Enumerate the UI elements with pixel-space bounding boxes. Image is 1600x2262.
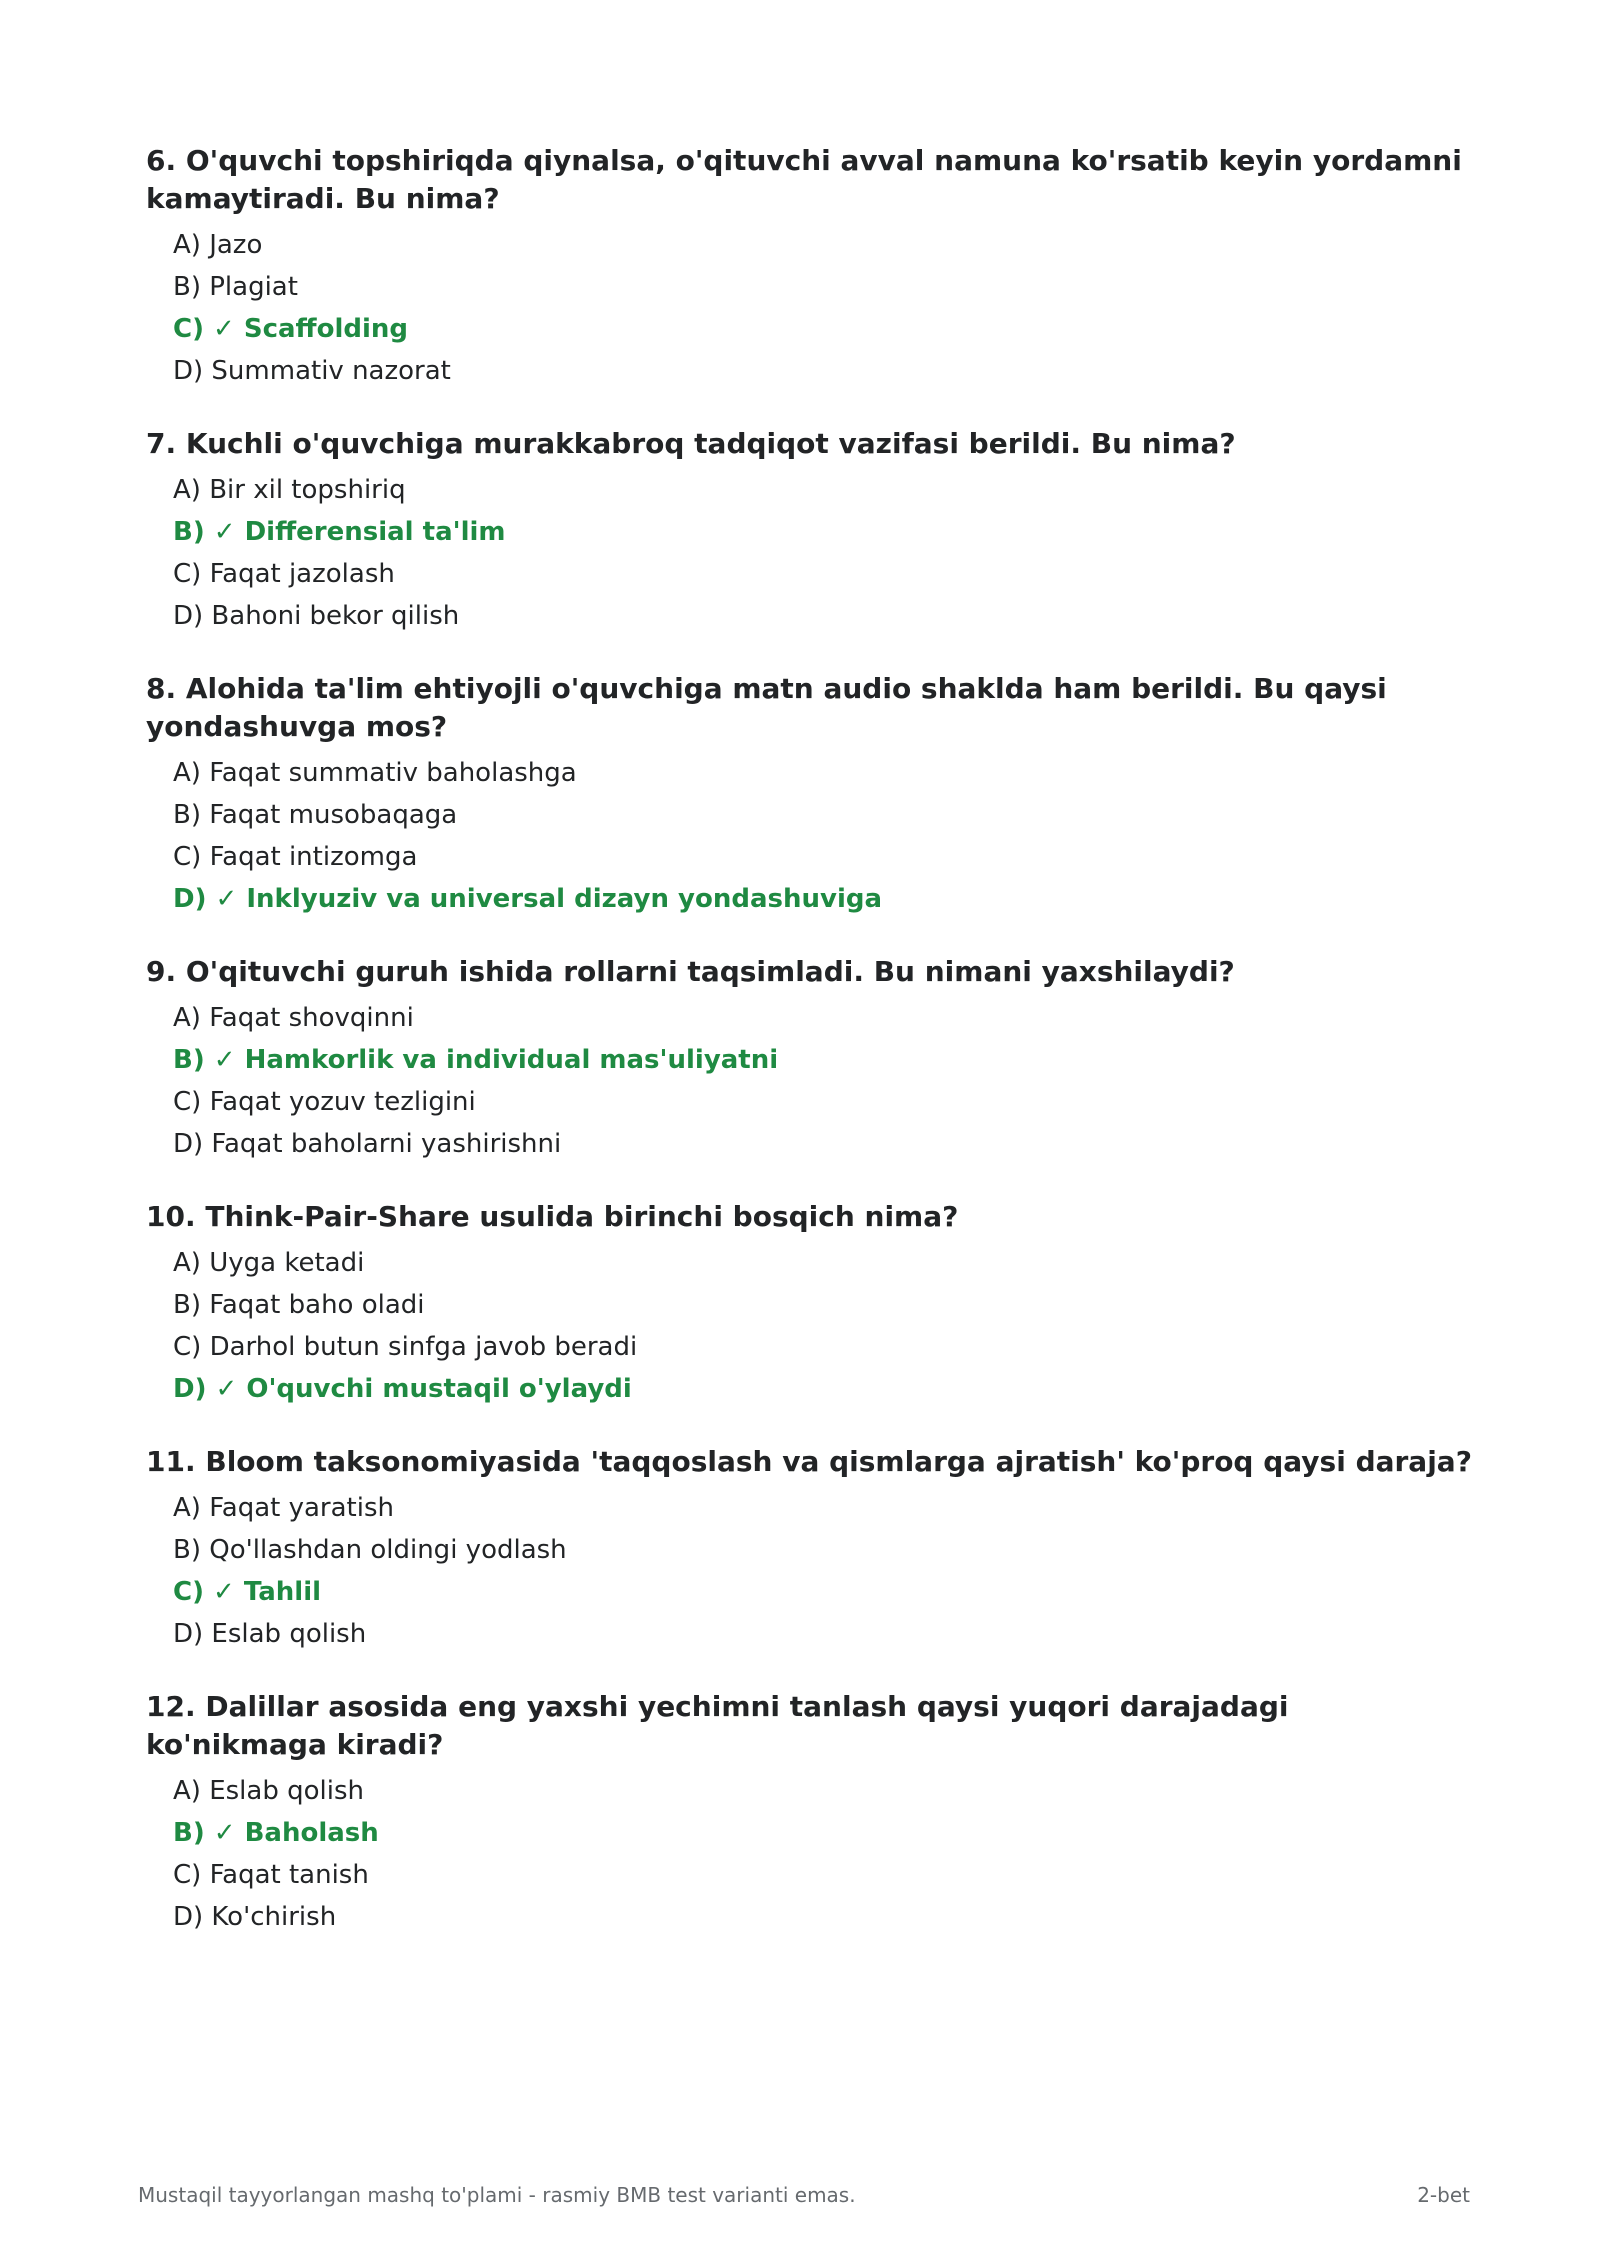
option-c-correct: C) ✓ Tahlil: [173, 1577, 322, 1607]
option-d: D) Eslab qolish: [173, 1619, 367, 1649]
option-b: B) Qo'llashdan oldingi yodlash: [173, 1535, 567, 1565]
question-text: 11. Bloom taksonomiyasida 'taqqoslash va qismlarga ajratish' ko'proq qaysi daraja?: [146, 1445, 1472, 1478]
option-d: D) Faqat baholarni yashirishni: [173, 1129, 562, 1159]
option-c: C) Faqat yozuv tezligini: [173, 1087, 476, 1117]
question-text: 8. Alohida ta'lim ehtiyojli o'quvchiga matn audio shaklda ham berildi. Bu qaysi yondashuvga mos?: [146, 672, 1387, 743]
option-b-correct: B) ✓ Differensial ta'lim: [173, 517, 506, 547]
option-a: A) Jazo: [173, 230, 263, 260]
question-6: [146, 142, 1476, 392]
option-c: C) Faqat intizomga: [173, 842, 418, 872]
question-text: 9. O'qituvchi guruh ishida rollarni taqsimladi. Bu nimani yaxshilaydi?: [146, 955, 1235, 988]
question-text: 10. Think-Pair-Share usulida birinchi bosqich nima?: [146, 1200, 959, 1233]
option-c: C) Faqat tanish: [173, 1860, 369, 1890]
question-12: [146, 1688, 1476, 1938]
option-d-correct: D) ✓ O'quvchi mustaqil o'ylaydi: [173, 1374, 632, 1404]
option-b-correct: B) ✓ Baholash: [173, 1818, 379, 1848]
option-c-correct: C) ✓ Scaffolding: [173, 314, 409, 344]
question-8: [146, 670, 1476, 920]
question-list: [146, 142, 1476, 1971]
option-d: D) Ko'chirish: [173, 1902, 337, 1932]
option-a: A) Uyga ketadi: [173, 1248, 365, 1278]
option-b: B) Plagiat: [173, 272, 298, 302]
question-10: [146, 1198, 1476, 1410]
question-text: 6. O'quvchi topshiriqda qiynalsa, o'qituvchi avval namuna ko'rsatib keyin yordamni kamaytiradi. Bu nima?: [146, 144, 1462, 215]
option-a: A) Eslab qolish: [173, 1776, 364, 1806]
option-d: D) Bahoni bekor qilish: [173, 601, 460, 631]
question-9: [146, 953, 1476, 1165]
option-a: A) Faqat summativ baholashga: [173, 758, 577, 788]
option-a: A) Faqat shovqinni: [173, 1003, 414, 1033]
option-a: A) Faqat yaratish: [173, 1493, 394, 1523]
option-c: C) Faqat jazolash: [173, 559, 395, 589]
option-a: A) Bir xil topshiriq: [173, 475, 406, 505]
question-text: 7. Kuchli o'quvchiga murakkabroq tadqiqot vazifasi berildi. Bu nima?: [146, 427, 1236, 460]
option-b: B) Faqat baho oladi: [173, 1290, 425, 1320]
question-7: [146, 425, 1476, 637]
page-number: 2-bet: [1417, 2183, 1470, 2207]
option-b-correct: B) ✓ Hamkorlik va individual mas'uliyatni: [173, 1045, 779, 1075]
question-11: [146, 1443, 1476, 1655]
question-text: 12. Dalillar asosida eng yaxshi yechimni tanlash qaysi yuqori darajadagi ko'nikmaga kiradi?: [146, 1690, 1289, 1761]
option-d-correct: D) ✓ Inklyuziv va universal dizayn yondashuviga: [173, 884, 883, 914]
footer-note: Mustaqil tayyorlangan mashq to'plami - rasmiy BMB test varianti emas.: [138, 2183, 856, 2207]
option-d: D) Summativ nazorat: [173, 356, 451, 386]
option-b: B) Faqat musobaqaga: [173, 800, 458, 830]
option-c: C) Darhol butun sinfga javob beradi: [173, 1332, 638, 1362]
